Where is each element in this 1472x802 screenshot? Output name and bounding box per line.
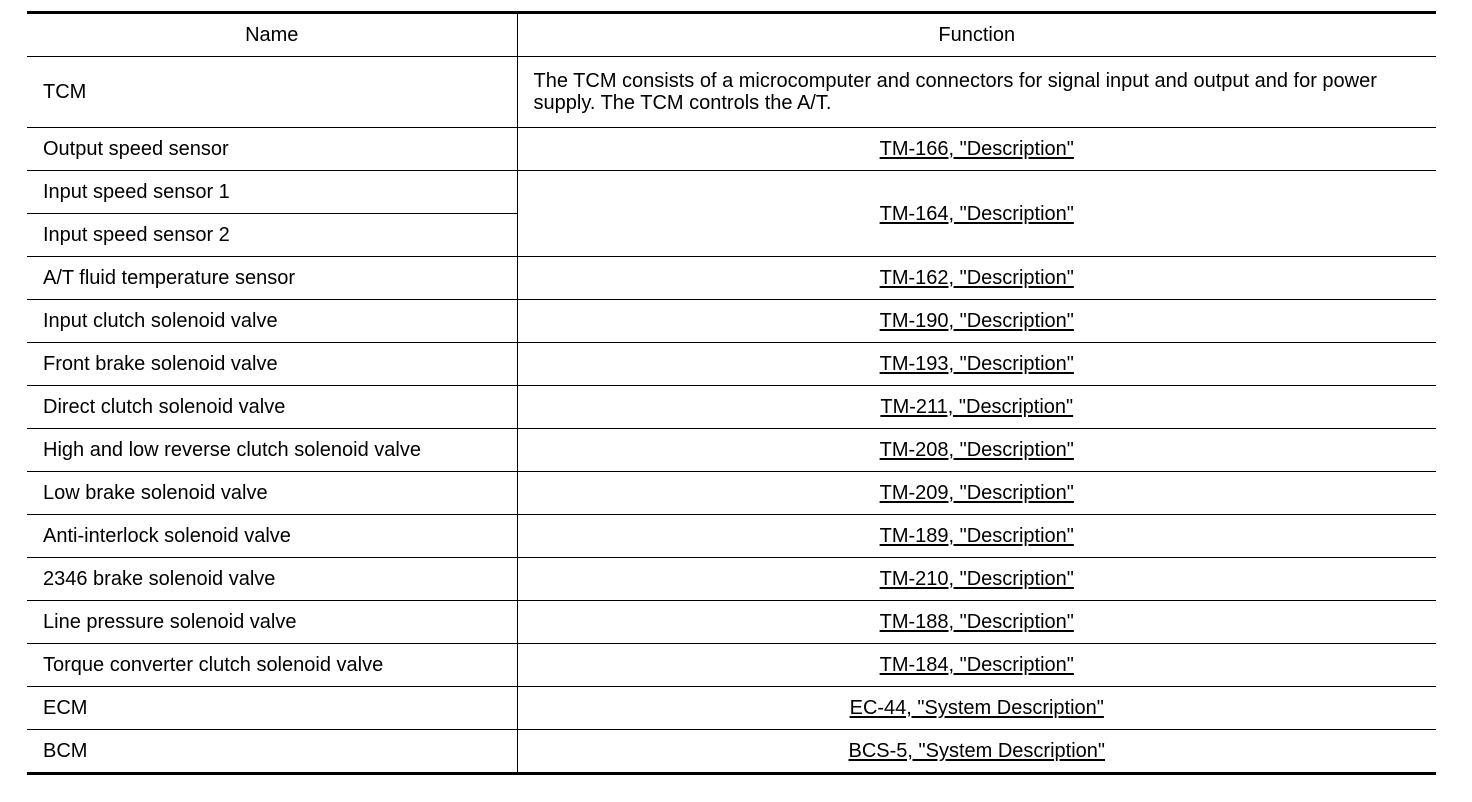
component-name: BCM	[27, 730, 517, 774]
component-name: ECM	[27, 687, 517, 730]
component-name: Input speed sensor 2	[27, 214, 517, 257]
table-row	[27, 644, 1436, 687]
table-row	[27, 601, 1436, 644]
reference-link[interactable]: TM-189, "Description"	[879, 525, 1074, 547]
table-row-tcm	[27, 57, 1436, 128]
reference-link[interactable]: TM-193, "Description"	[879, 353, 1074, 375]
component-name: Anti-interlock solenoid valve	[27, 515, 517, 558]
table-row	[27, 386, 1436, 429]
table-row	[27, 687, 1436, 730]
table-row	[27, 128, 1436, 171]
reference-link[interactable]: TM-184, "Description"	[879, 654, 1074, 676]
component-name: A/T fluid temperature sensor	[27, 257, 517, 300]
component-name: Line pressure solenoid valve	[27, 601, 517, 644]
component-name: Torque converter clutch solenoid valve	[27, 644, 517, 687]
reference-link[interactable]: EC-44, "System Description"	[849, 697, 1104, 719]
component-name: 2346 brake solenoid valve	[27, 558, 517, 601]
component-name: Input clutch solenoid valve	[27, 300, 517, 343]
component-function-text: The TCM consists of a microcomputer and connectors for signal input and output and for power supply. The TCM controls the A/T.	[517, 57, 1436, 128]
reference-link[interactable]: TM-164, "Description"	[879, 202, 1074, 225]
component-function-table	[27, 11, 1436, 775]
component-name: Low brake solenoid valve	[27, 472, 517, 515]
table-row	[27, 730, 1436, 774]
table-row	[27, 300, 1436, 343]
component-name: Direct clutch solenoid valve	[27, 386, 517, 429]
table-row	[27, 472, 1436, 515]
name-column-header: Name	[27, 13, 517, 57]
reference-link[interactable]: TM-190, "Description"	[879, 310, 1074, 332]
component-name: TCM	[27, 57, 517, 128]
component-name: Output speed sensor	[27, 128, 517, 171]
reference-link[interactable]: BCS-5, "System Description"	[848, 740, 1105, 762]
table-row	[27, 171, 1436, 214]
reference-link[interactable]: TM-210, "Description"	[879, 568, 1074, 590]
table-row	[27, 429, 1436, 472]
component-name: Input speed sensor 1	[27, 171, 517, 214]
header-row	[27, 13, 1436, 57]
table-row	[27, 343, 1436, 386]
component-name: Front brake solenoid valve	[27, 343, 517, 386]
function-column-header: Function	[517, 13, 1436, 57]
table-row	[27, 515, 1436, 558]
reference-link[interactable]: TM-211, "Description"	[880, 396, 1074, 418]
reference-link[interactable]: TM-209, "Description"	[879, 482, 1074, 504]
reference-link[interactable]: TM-166, "Description"	[879, 138, 1074, 160]
reference-link[interactable]: TM-208, "Description"	[879, 439, 1074, 461]
reference-link[interactable]: TM-162, "Description"	[879, 267, 1074, 289]
table-row	[27, 558, 1436, 601]
table-row	[27, 257, 1436, 300]
component-name: High and low reverse clutch solenoid valve	[27, 429, 517, 472]
reference-link[interactable]: TM-188, "Description"	[879, 611, 1074, 633]
